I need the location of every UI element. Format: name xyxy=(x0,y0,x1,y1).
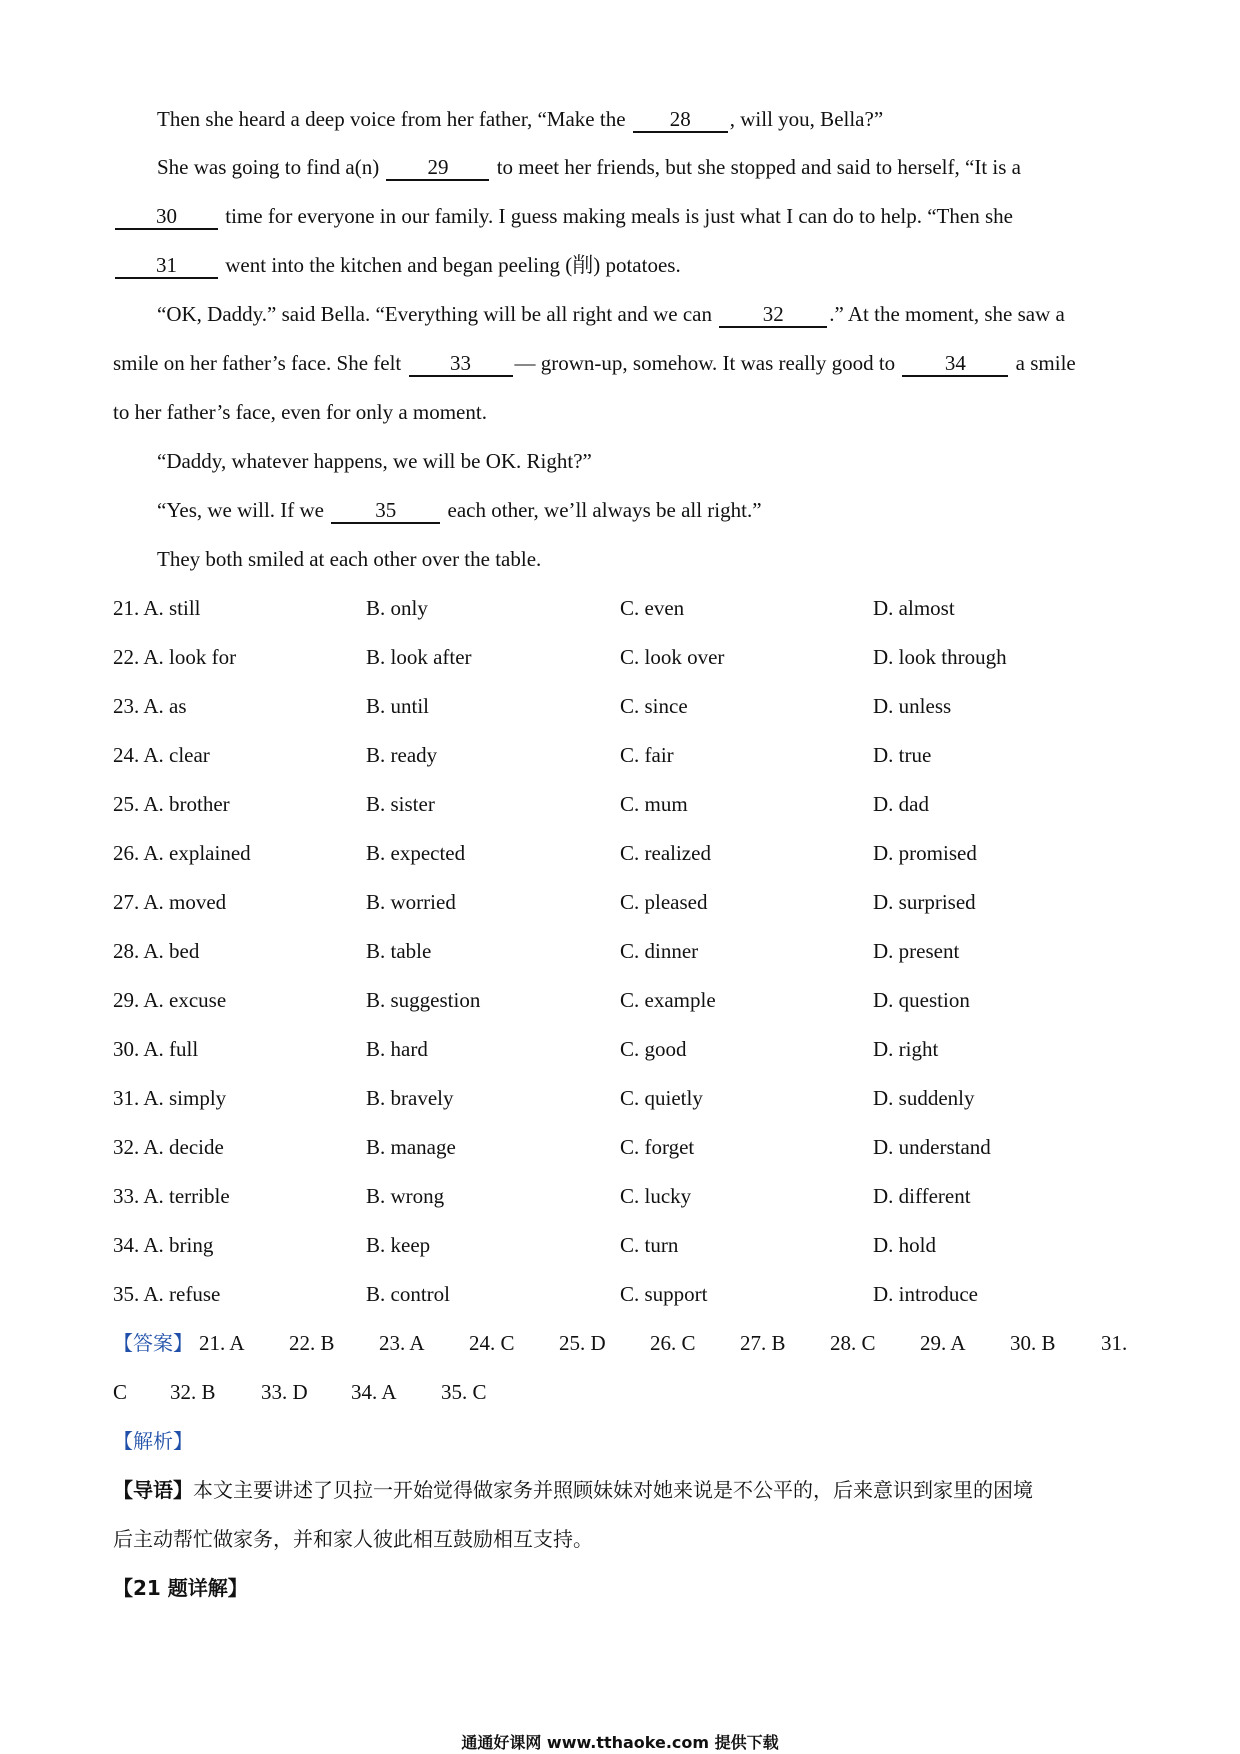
option-d: D. right xyxy=(873,1037,939,1061)
answer-item: 35. C xyxy=(441,1380,487,1404)
analysis-heading: 【解析】 xyxy=(113,1429,193,1453)
option-b: B. keep xyxy=(366,1233,431,1257)
option-d: D. hold xyxy=(873,1233,936,1257)
option-d: D. true xyxy=(873,743,932,767)
option-b: B. expected xyxy=(366,841,466,865)
answer-item: 24. C xyxy=(469,1331,515,1355)
option-c: C. turn xyxy=(620,1233,679,1257)
answer-item: 33. D xyxy=(261,1380,308,1404)
passage-line-5: “OK, Daddy.” said Bella. “Everything will be all right and we can 32 .” At the moment, she saw a xyxy=(157,302,1065,326)
option-b: B. manage xyxy=(366,1135,456,1159)
option-a: 28. A. bed xyxy=(113,939,200,963)
detail-heading: 【21 题详解】 xyxy=(113,1576,248,1600)
answer-item: 31. xyxy=(1101,1331,1128,1355)
option-row-25 xyxy=(113,789,1123,819)
page-footer: 通通好课网 www.tthaoke.com 提供下载 xyxy=(461,1733,779,1752)
guide-label: 【导语】 xyxy=(113,1478,193,1502)
blank-34: 34 xyxy=(902,351,1008,377)
blank-35: 35 xyxy=(331,498,440,524)
option-c: C. pleased xyxy=(620,890,708,914)
option-a: 31. A. simply xyxy=(113,1086,227,1110)
guide-line-2: 后主动帮忙做家务，并和家人彼此相互鼓励相互支持。 xyxy=(113,1527,593,1551)
option-a: 25. A. brother xyxy=(113,792,230,816)
answer-item: 26. C xyxy=(650,1331,696,1355)
option-d: D. dad xyxy=(873,792,929,816)
passage-line-1: Then she heard a deep voice from her father, “Make the 28 , will you, Bella?” xyxy=(157,107,884,131)
answer-item: 30. B xyxy=(1010,1331,1056,1355)
option-c: C. realized xyxy=(620,841,711,865)
option-b: B. bravely xyxy=(366,1086,454,1110)
option-d: D. present xyxy=(873,939,960,963)
option-b: B. look after xyxy=(366,645,472,669)
passage-line-9: “Yes, we will. If we 35 each other, we’ll always be all right.” xyxy=(157,498,762,522)
answer-item: 22. B xyxy=(289,1331,335,1355)
option-d: D. different xyxy=(873,1184,971,1208)
answer-item: 29. A xyxy=(920,1331,966,1355)
passage-line-7: to her father’s face, even for only a moment. xyxy=(113,400,487,424)
option-row-30 xyxy=(113,1034,1123,1064)
blank-31: 31 xyxy=(115,253,218,279)
option-b: B. only xyxy=(366,596,428,620)
passage-line-2: She was going to find a(n) 29 to meet her friends, but she stopped and said to herself, “It is a xyxy=(157,155,1021,179)
passage-line-10: They both smiled at each other over the table. xyxy=(157,547,542,571)
blank-30: 30 xyxy=(115,204,218,230)
passage-line-8: “Daddy, whatever happens, we will be OK. Right?” xyxy=(157,449,592,473)
option-c: C. good xyxy=(620,1037,687,1061)
option-d: D. surprised xyxy=(873,890,976,914)
option-row-29 xyxy=(113,985,1123,1015)
option-d: D. question xyxy=(873,988,970,1012)
option-row-23 xyxy=(113,691,1123,721)
option-a: 26. A. explained xyxy=(113,841,251,865)
option-b: B. worried xyxy=(366,890,456,914)
option-row-26 xyxy=(113,838,1123,868)
option-a: 30. A. full xyxy=(113,1037,199,1061)
option-row-27 xyxy=(113,887,1123,917)
option-c: C. dinner xyxy=(620,939,699,963)
option-row-35 xyxy=(113,1279,1123,1309)
option-b: B. control xyxy=(366,1282,450,1306)
passage-line-3: 30 time for everyone in our family. I guess making meals is just what I can do to help. “Then she xyxy=(113,201,1013,231)
passage-line-4: 31 went into the kitchen and began peeling (削) potatoes. xyxy=(113,250,681,280)
option-d: D. unless xyxy=(873,694,952,718)
option-c: C. support xyxy=(620,1282,708,1306)
option-c: C. fair xyxy=(620,743,674,767)
option-b: B. until xyxy=(366,694,430,718)
option-row-31 xyxy=(113,1083,1123,1113)
option-a: 32. A. decide xyxy=(113,1135,224,1159)
option-row-22 xyxy=(113,642,1123,672)
option-c: C. mum xyxy=(620,792,688,816)
option-c: C. even xyxy=(620,596,685,620)
option-a: 24. A. clear xyxy=(113,743,210,767)
option-a: 21. A. still xyxy=(113,596,201,620)
answer-item: 34. A xyxy=(351,1380,397,1404)
answer-item: C xyxy=(113,1380,128,1404)
blank-28: 28 xyxy=(633,107,728,133)
answer-row-2 xyxy=(113,1377,1123,1407)
option-d: D. look through xyxy=(873,645,1007,669)
option-c: C. lucky xyxy=(620,1184,692,1208)
option-b: B. sister xyxy=(366,792,435,816)
answer-item: 21. A xyxy=(199,1331,245,1355)
guide-line-1: 【导语】本文主要讲述了贝拉一开始觉得做家务并照顾妹妹对她来说是不公平的，后来意识到家里的困境 xyxy=(113,1478,1033,1502)
answer-item: 23. A xyxy=(379,1331,425,1355)
blank-33: 33 xyxy=(409,351,513,377)
answer-item: 28. C xyxy=(830,1331,876,1355)
option-a: 34. A. bring xyxy=(113,1233,214,1257)
option-row-28 xyxy=(113,936,1123,966)
option-row-32 xyxy=(113,1132,1123,1162)
option-d: D. introduce xyxy=(873,1282,978,1306)
option-b: B. wrong xyxy=(366,1184,445,1208)
option-b: B. hard xyxy=(366,1037,428,1061)
answer-row-1 xyxy=(113,1328,1128,1358)
option-c: C. look over xyxy=(620,645,725,669)
option-a: 33. A. terrible xyxy=(113,1184,230,1208)
option-d: D. suddenly xyxy=(873,1086,975,1110)
option-row-34 xyxy=(113,1230,1123,1260)
answer-item: 27. B xyxy=(740,1331,786,1355)
option-row-21 xyxy=(113,593,1123,623)
option-d: D. understand xyxy=(873,1135,991,1159)
option-c: C. forget xyxy=(620,1135,695,1159)
answer-item: 32. B xyxy=(170,1380,216,1404)
option-b: B. table xyxy=(366,939,432,963)
option-a: 35. A. refuse xyxy=(113,1282,221,1306)
option-c: C. example xyxy=(620,988,716,1012)
option-b: B. ready xyxy=(366,743,438,767)
option-a: 29. A. excuse xyxy=(113,988,227,1012)
passage-line-6: smile on her father’s face. She felt 33 — grown-up, somehow. It was really good to 34 a smile xyxy=(113,351,1076,375)
blank-29: 29 xyxy=(386,155,489,181)
option-b: B. suggestion xyxy=(366,988,481,1012)
answer-item: 25. D xyxy=(559,1331,606,1355)
option-row-33 xyxy=(113,1181,1123,1211)
option-c: C. since xyxy=(620,694,688,718)
option-c: C. quietly xyxy=(620,1086,703,1110)
blank-32: 32 xyxy=(719,302,827,328)
option-d: D. promised xyxy=(873,841,977,865)
option-d: D. almost xyxy=(873,596,955,620)
option-a: 22. A. look for xyxy=(113,645,237,669)
answer-label: 【答案】 xyxy=(113,1331,193,1355)
option-row-24 xyxy=(113,740,1123,770)
option-a: 27. A. moved xyxy=(113,890,227,914)
option-a: 23. A. as xyxy=(113,694,187,718)
